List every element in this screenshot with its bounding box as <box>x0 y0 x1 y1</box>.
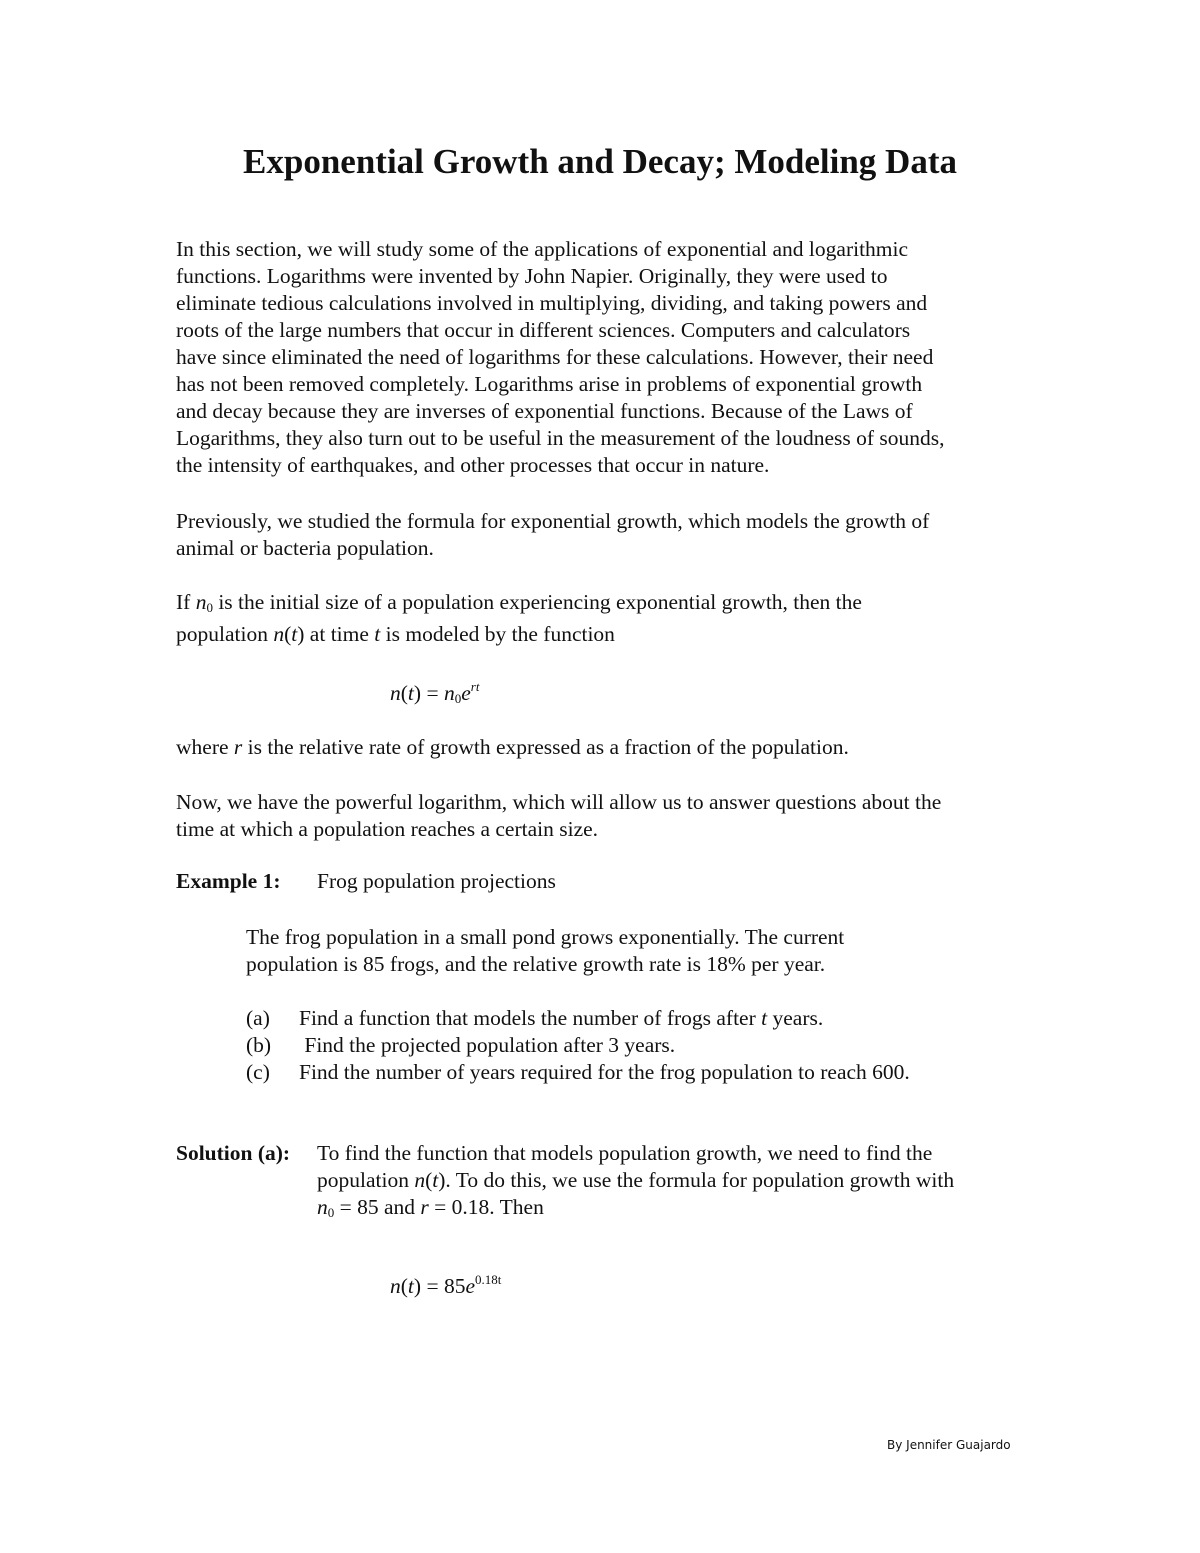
page-title: Exponential Growth and Decay; Modeling Data <box>243 142 957 181</box>
intro-line: roots of the large numbers that occur in different sciences. Computers and calculators <box>176 318 911 342</box>
definition-line-1: If n0 is the initial size of a population experiencing exponential growth, then the <box>176 590 862 615</box>
now-paragraph <box>176 789 1036 843</box>
example-statement <box>246 924 844 978</box>
intro-line: eliminate tedious calculations involved in multiplying, dividing, and taking powers and <box>176 291 928 315</box>
specific-growth-formula: $n(t) = 85e^{0.18t}$ <box>390 1272 502 1298</box>
intro-line: has not been removed completely. Logarithms arise in problems of exponential growth <box>176 372 923 396</box>
intro-line: have since eliminated the need of logarithms for these calculations. However, their need <box>176 345 934 369</box>
task-item: (a) Find a function that models the number of frogs after t years. <box>246 1006 824 1030</box>
example-label: Example 1: <box>176 869 281 893</box>
now-line: Now, we have the powerful logarithm, which will allow us to answer questions about the <box>176 790 942 814</box>
intro-line: functions. Logarithms were invented by John Napier. Originally, they were used to <box>176 264 888 288</box>
example-title: Frog population projections <box>317 869 556 893</box>
previously-line: Previously, we studied the formula for exponential growth, which models the growth of <box>176 509 930 533</box>
solution-line-2: population n(t). To do this, we use the formula for population growth with <box>317 1168 955 1192</box>
example-heading <box>176 868 556 895</box>
solution-body <box>317 1140 954 1226</box>
task-item: (b) Find the projected population after 3 years. <box>246 1033 676 1057</box>
previously-paragraph <box>176 508 1036 562</box>
task-item: (c) Find the number of years required for the frog population to reach 600. <box>246 1060 910 1084</box>
intro-line: In this section, we will study some of the applications of exponential and logarithmic <box>176 237 909 261</box>
example-line: population is 85 frogs, and the relative growth rate is 18% per year. <box>246 952 826 976</box>
author-footer: By Jennifer Guajardo <box>887 1438 1011 1452</box>
definition-line-2: population n(t) at time t is modeled by the function <box>176 622 615 646</box>
solution-label: Solution (a): <box>176 1141 291 1165</box>
previously-line: animal or bacteria population. <box>176 536 434 560</box>
example-task-list <box>246 1005 910 1086</box>
intro-paragraph <box>176 236 1036 479</box>
solution-line-3: n0 = 85 and r = 0.18. Then <box>317 1195 544 1220</box>
definition-paragraph <box>176 589 1036 648</box>
now-line: time at which a population reaches a certain size. <box>176 817 599 841</box>
intro-line: the intensity of earthquakes, and other processes that occur in nature. <box>176 453 770 477</box>
intro-line: Logarithms, they also turn out to be useful in the measurement of the loudness of sounds, <box>176 426 945 450</box>
where-paragraph: where r is the relative rate of growth expressed as a fraction of the population. <box>176 735 849 759</box>
example-line: The frog population in a small pond grows exponentially. The current <box>246 925 845 949</box>
general-growth-formula: $n(t) = n_0e^{rt}$ <box>390 679 480 706</box>
intro-line: and decay because they are inverses of exponential functions. Because of the Laws of <box>176 399 913 423</box>
solution-line-1: To find the function that models population growth, we need to find the <box>317 1141 933 1165</box>
